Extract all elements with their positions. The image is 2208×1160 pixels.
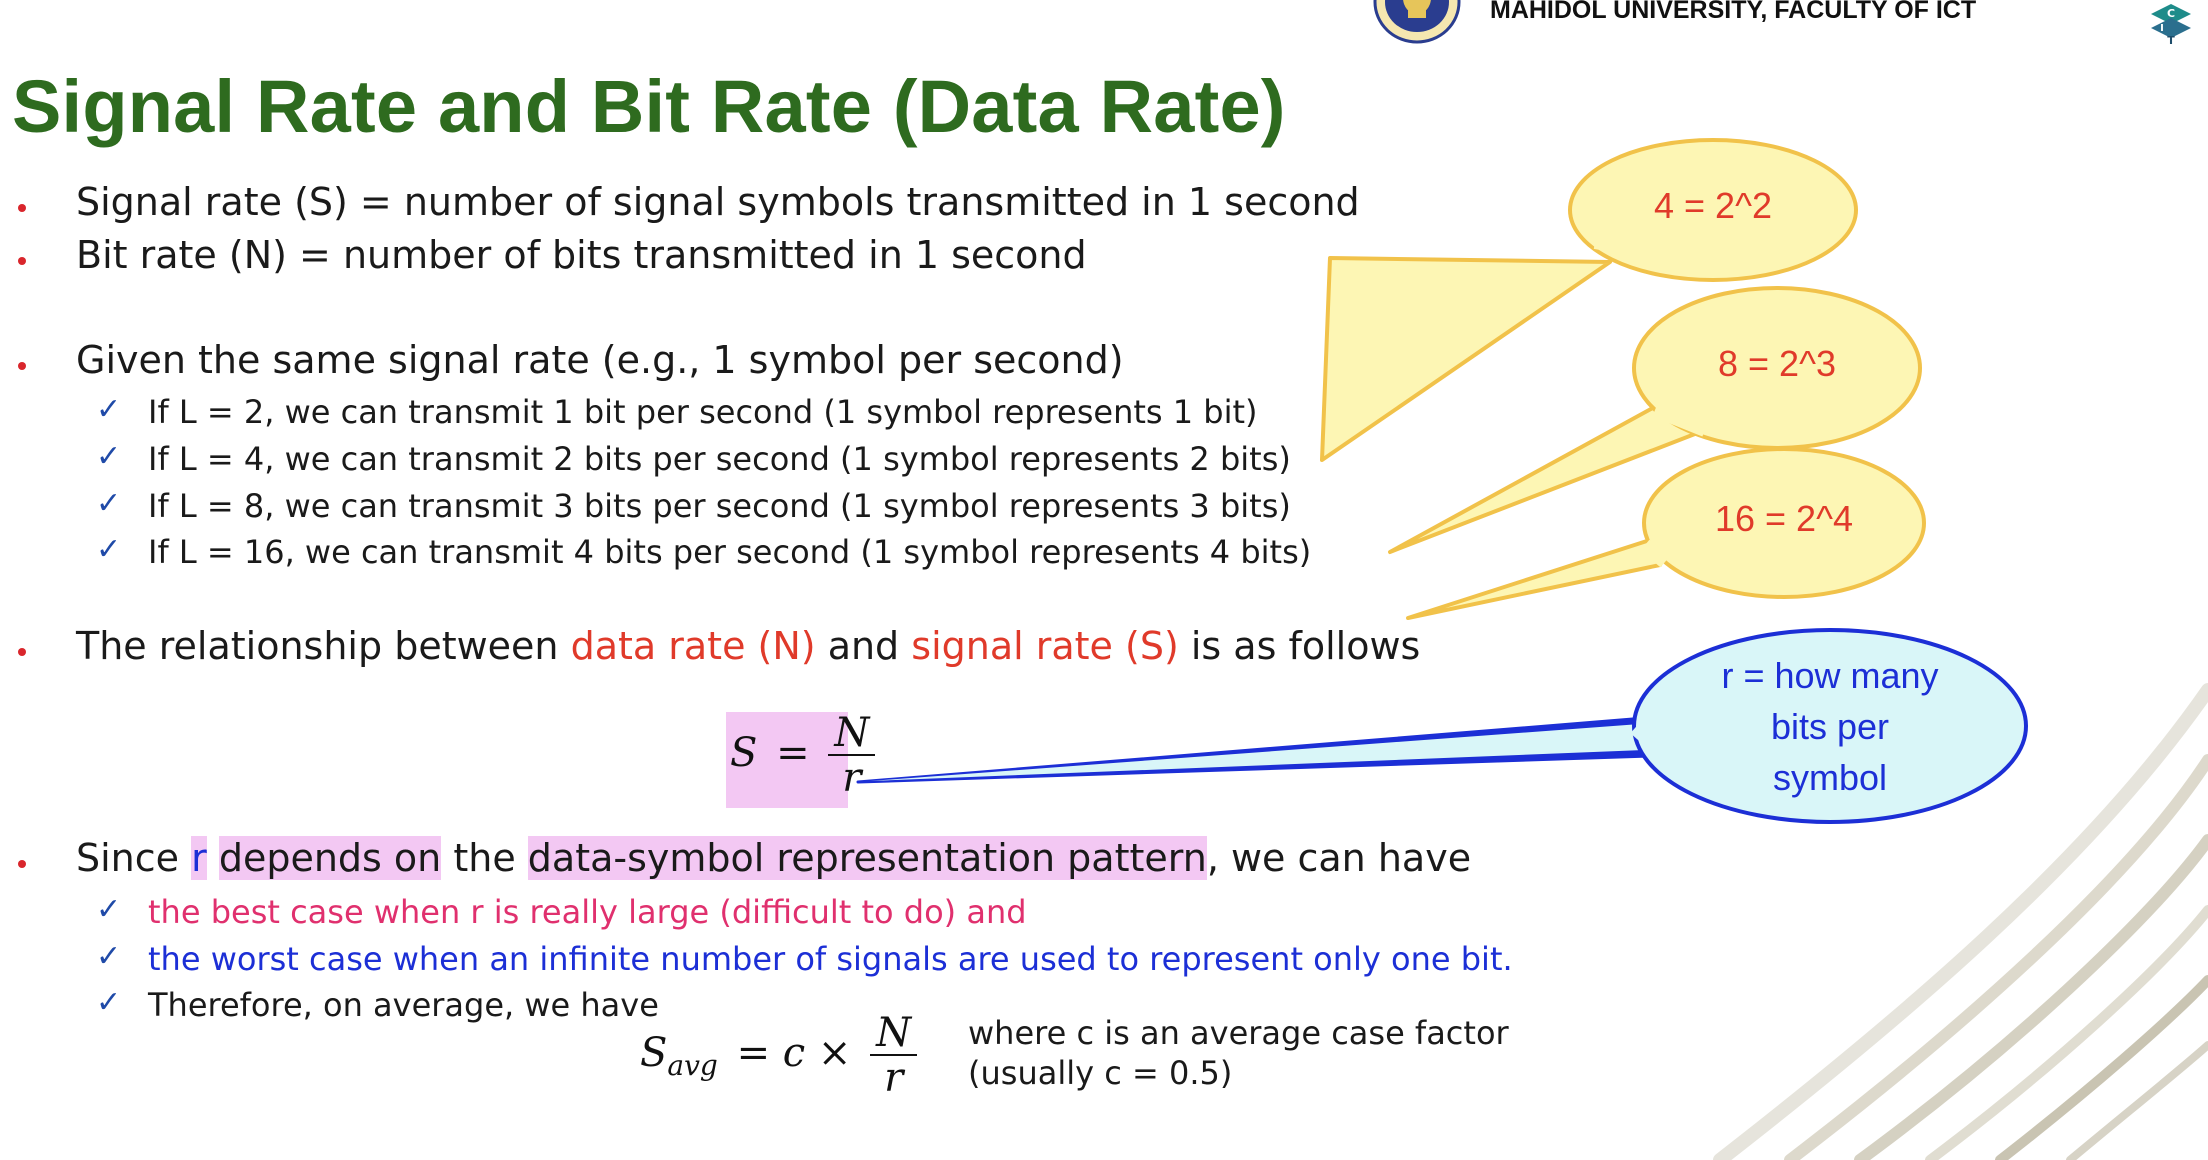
since-suffix: , we can have: [1206, 836, 1472, 880]
formula-avg-numerator: N: [870, 1012, 917, 1056]
case-best: the best case when r is really large (difficult to do) and: [148, 893, 1027, 931]
check-icon: ✓: [96, 939, 122, 974]
since-prefix: Since: [76, 836, 192, 880]
callout-r-text: [1680, 650, 1980, 803]
since-r: r: [191, 836, 207, 880]
formula-lhs: S: [730, 730, 758, 776]
bullet-bit-rate: Bit rate (N) = number of bits transmitted in 1 second: [76, 233, 1087, 277]
case-average: Therefore, on average, we have: [148, 986, 659, 1024]
header-institution: MAHIDOL UNIVERSITY, FACULTY OF ICT: [1490, 0, 1977, 24]
formula-avg-lhs: S: [640, 1030, 668, 1076]
logo-letter-i: I: [2160, 23, 2164, 34]
relationship-signal-rate: signal rate (S): [911, 624, 1179, 668]
callout-16-shape: [1408, 540, 1660, 618]
since-mid: the: [441, 836, 528, 880]
check-icon: ✓: [96, 892, 122, 927]
bullet-dot: [18, 204, 26, 212]
university-seal-icon: [1372, 0, 1462, 44]
formula-average: [640, 1012, 917, 1100]
relationship-data-rate: data rate (N): [570, 624, 816, 668]
check-icon: ✓: [96, 439, 122, 474]
formula-denominator: r: [842, 755, 862, 801]
formula-avg-sub: avg: [667, 1049, 718, 1082]
since-depends: depends on: [218, 836, 442, 880]
bullet-signal-rate: Signal rate (S) = number of signal symbols transmitted in 1 second: [76, 180, 1360, 224]
check-icon: ✓: [96, 532, 122, 567]
relationship-and: and: [815, 624, 912, 668]
level-item: If L = 4, we can transmit 2 bits per second (1 symbol represents 2 bits): [148, 440, 1291, 478]
logo-letter-c: C: [2166, 7, 2176, 20]
level-item: If L = 16, we can transmit 4 bits per second (1 symbol represents 4 bits): [148, 533, 1312, 571]
callout-r-line: symbol: [1772, 757, 1888, 798]
bullet-dot: [18, 362, 26, 370]
since-pattern: data-symbol representation pattern: [527, 836, 1207, 880]
formula-avg-fraction: [870, 1012, 917, 1100]
callout-r-line: bits per: [1770, 706, 1890, 747]
bullet-dot: [18, 257, 26, 265]
logo-letter-t: T: [2167, 34, 2175, 47]
bullet-dot: [18, 860, 26, 868]
slide-title: Signal Rate and Bit Rate (Data Rate): [12, 65, 1286, 148]
formula-avg-eq: = c ×: [736, 1030, 852, 1076]
relationship-prefix: The relationship between: [76, 624, 571, 668]
formula-eq: =: [776, 730, 810, 776]
bullet-given: Given the same signal rate (e.g., 1 symbol per second): [76, 338, 1124, 382]
bullet-relationship: [76, 624, 1420, 668]
check-icon: ✓: [96, 392, 122, 427]
callout-4-shape: [1322, 258, 1610, 460]
callout-8-text: 8 = 2^3: [1718, 343, 1836, 384]
since-space: [207, 836, 219, 880]
relationship-suffix: is as follows: [1178, 624, 1421, 668]
check-icon: ✓: [96, 985, 122, 1020]
cit-logo-icon: [2146, 0, 2196, 50]
formula-fraction: [828, 712, 875, 800]
callout-r-line: r = how many: [1721, 655, 1939, 696]
formula-signal-rate: [730, 712, 875, 800]
check-icon: ✓: [96, 486, 122, 521]
callout-16-text: 16 = 2^4: [1714, 498, 1853, 539]
bullet-since: [76, 836, 1471, 880]
formula-note-line2: (usually c = 0.5): [968, 1054, 1233, 1092]
case-worst: the worst case when an infinite number of signals are used to represent only one bit.: [148, 940, 1513, 978]
formula-note-line1: where c is an average case factor: [968, 1014, 1509, 1052]
callout-4-text: 4 = 2^2: [1654, 185, 1772, 226]
formula-numerator: N: [828, 712, 875, 756]
level-item: If L = 2, we can transmit 1 bit per second (1 symbol represents 1 bit): [148, 393, 1258, 431]
bullet-dot: [18, 648, 26, 656]
level-item: If L = 8, we can transmit 3 bits per second (1 symbol represents 3 bits): [148, 487, 1291, 525]
formula-avg-denominator: r: [884, 1055, 904, 1101]
